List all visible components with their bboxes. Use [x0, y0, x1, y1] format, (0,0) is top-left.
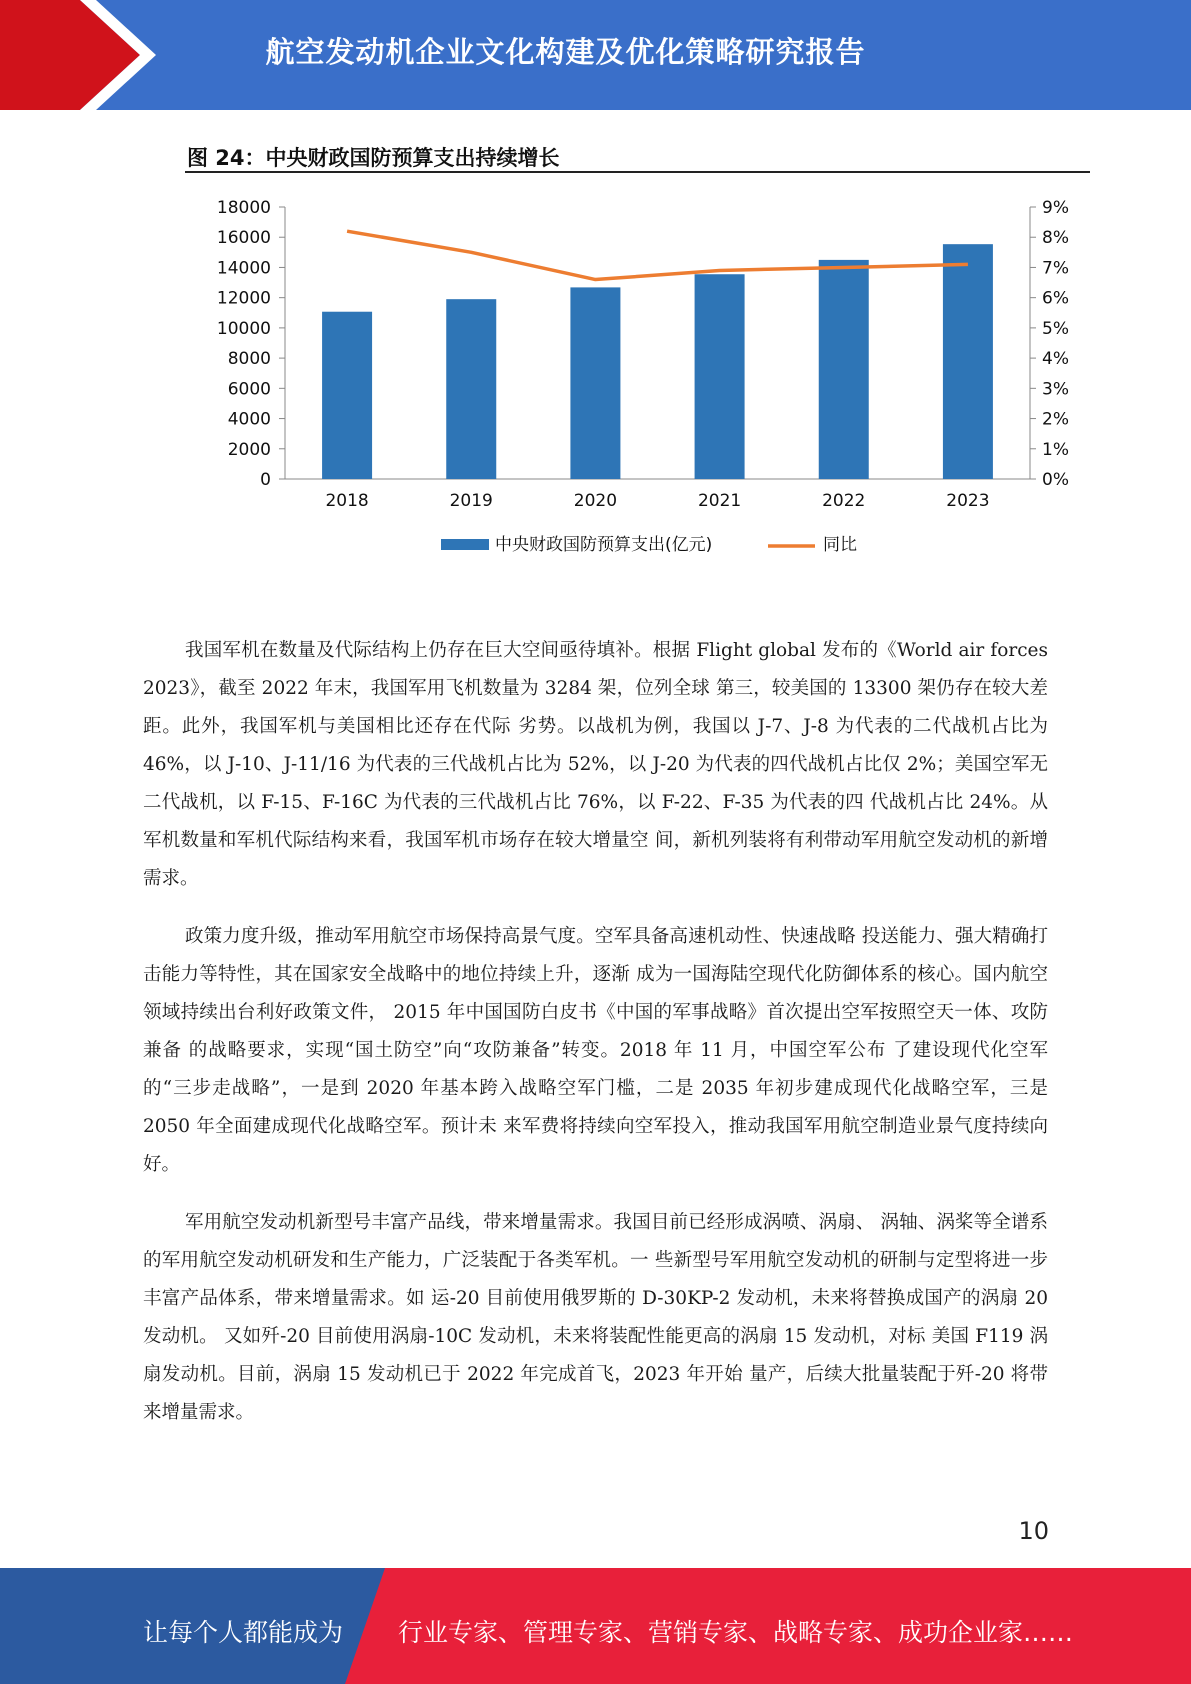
bar-2022 [819, 260, 869, 479]
left-tick-label: 10000 [216, 318, 271, 339]
chart-line [347, 231, 968, 279]
bar-2021 [695, 274, 745, 479]
left-tick-label: 0 [260, 470, 271, 490]
figure-title-rule [185, 171, 1090, 173]
x-tick-label: 2020 [573, 491, 618, 511]
footer-slogan-left: 让每个人都能成为 [143, 1618, 344, 1647]
bar-2019 [446, 299, 496, 479]
left-tick-label: 2000 [227, 439, 271, 460]
page-number: 10 [1018, 1517, 1049, 1545]
chart-legend [441, 535, 857, 555]
bar-2023 [943, 244, 993, 479]
paragraph-1: 我国军机在数量及代际结构上仍存在巨大空间亟待填补。根据 Flight global 发布的《World air forces 2023》，截至 2022 年末，我国军用飞机数量为 3284 架，位列全球 第三，较美国的 13300 架仍存在较大差距。此外，我国军机与美国相比还存在代际 劣势。以战机为例，我国以 J-7、J-8 为代表的二代战机占比为 46%，以 J-10、J-11/16 为代表的三代战机占比为 52%，以 J-20 为代表的四代战机占比仅 2%；美国空军无 二代战机，以 F-15、F-16C 为代表的三代战机占比 76%，以 F-22、F-35 为代表的四 代战机占比 24%。从军机数量和军机代际结构来看，我国军机市场存在较大增量空 间，新机列装将有利带动军用航空发动机的新增需求。 [143, 640, 1048, 889]
chart-x-labels [325, 491, 989, 511]
figure-title: 图 24：中央财政国防预算支出持续增长 [187, 146, 560, 170]
report-title: 航空发动机企业文化构建及优化策略研究报告 [265, 35, 866, 69]
page-footer [0, 1568, 1191, 1684]
left-tick-label: 6000 [227, 379, 271, 400]
paragraph-2: 政策力度升级，推动军用航空市场保持高景气度。空军具备高速机动性、快速战略 投送能力、强大精确打击能力等特性，其在国家安全战略中的地位持续上升，逐渐 成为一国海陆空现代化防御体系的核心。国内航空领域持续出台利好政策文件， 2015 年中国国防白皮书《中国的军事战略》首次提出空军按照空天一体、攻防兼备 的战略要求，实现“国土防空”向“攻防兼备”转变。2018 年 11 月，中国空军公布 了建设现代化空军的“三步走战略”，一是到 2020 年基本跨入战略空军门槛，二是 2035 年初步建成现代化战略空军，三是 2050 年全面建成现代化战略空军。预计未 来军费将持续向空军投入，推动我国军用航空制造业景气度持续向好。 [143, 926, 1048, 1175]
left-tick-label: 16000 [216, 228, 271, 249]
right-tick-label: 5% [1042, 318, 1069, 339]
body-text [143, 632, 1048, 1452]
x-tick-label: 2021 [697, 491, 742, 511]
right-tick-label: 9% [1042, 198, 1069, 218]
right-tick-label: 8% [1042, 228, 1069, 249]
page-header [0, 0, 1191, 110]
defense-budget-chart [185, 180, 1090, 580]
right-tick-label: 7% [1042, 258, 1069, 279]
right-tick-label: 2% [1042, 409, 1069, 430]
left-tick-label: 8000 [227, 349, 271, 370]
left-tick-label: 14000 [216, 258, 271, 279]
bar-2020 [570, 287, 620, 479]
left-tick-label: 4000 [227, 409, 271, 430]
legend-bar-label: 中央财政国防预算支出(亿元) [495, 535, 713, 555]
right-tick-label: 0% [1042, 470, 1069, 490]
footer-slogan-right: 行业专家、管理专家、营销专家、战略专家、成功企业家…… [398, 1618, 1074, 1647]
x-tick-label: 2018 [325, 491, 369, 511]
bar-2018 [322, 312, 372, 479]
paragraph-3: 军用航空发动机新型号丰富产品线，带来增量需求。我国目前已经形成涡喷、涡扇、 涡轴、涡桨等全谱系的军用航空发动机研发和生产能力，广泛装配于各类军机。一 些新型号军用航空发动机的研制与定型将进一步丰富产品体系，带来增量需求。如 运-20 目前使用俄罗斯的 D-30KP-2 发动机，未来将替换成国产的涡扇 20 发动机。 又如歼-20 目前使用涡扇-10C 发动机，未来将装配性能更高的涡扇 15 发动机，对标 美国 F119 涡扇发动机。目前，涡扇 15 发动机已于 2022 年完成首飞，2023 年开始 量产，后续大批量装配于歼-20 将带来增量需求。 [143, 1212, 1048, 1423]
right-tick-label: 6% [1042, 288, 1069, 309]
yoy-line [347, 231, 968, 279]
chart-bars [322, 244, 993, 479]
left-tick-label: 18000 [216, 198, 271, 218]
right-tick-label: 3% [1042, 379, 1069, 400]
legend-bar-swatch [441, 539, 489, 550]
legend-line-label: 同比 [823, 535, 857, 555]
left-tick-label: 12000 [216, 288, 271, 309]
x-tick-label: 2023 [946, 491, 990, 511]
x-tick-label: 2019 [449, 491, 493, 511]
x-tick-label: 2022 [822, 491, 866, 511]
right-tick-label: 4% [1042, 349, 1069, 370]
right-tick-label: 1% [1042, 439, 1069, 460]
